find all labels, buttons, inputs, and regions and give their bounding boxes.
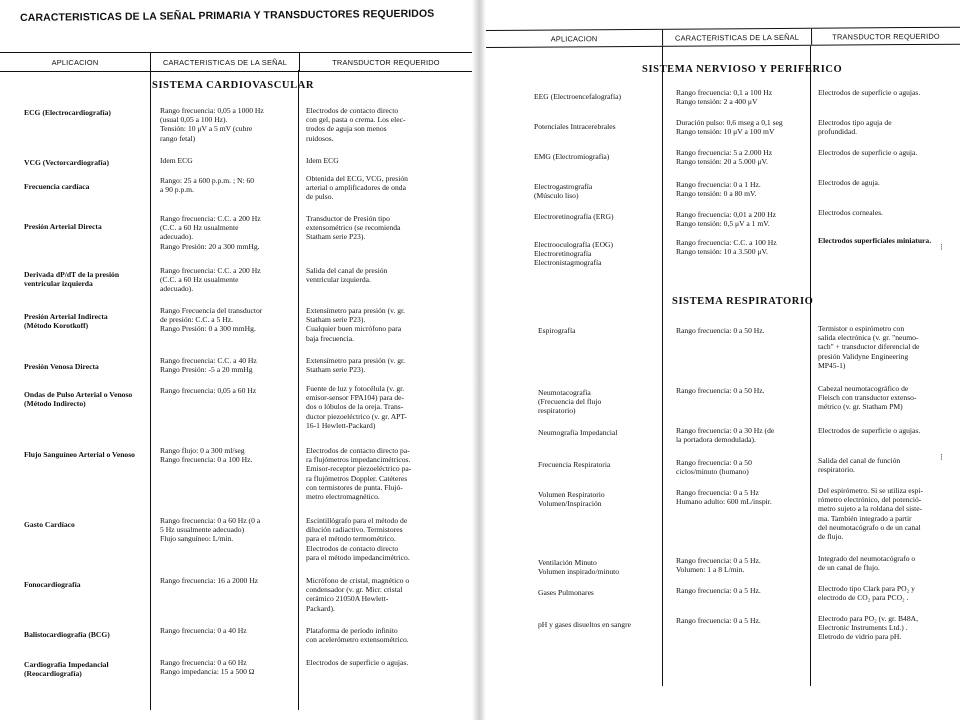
- column-divider: [662, 46, 663, 686]
- cell-signal: Rango frecuencia: 0 a 5 Hz. Volumen: 1 a 8 L/min.: [676, 556, 761, 575]
- cell-application: Neumotacografía (Frecuencia del flujo respiratorio): [538, 388, 602, 416]
- cell-application: Espirografía: [538, 326, 576, 335]
- cell-signal: Rango frecuencia: C.C. a 100 Hz Rango tensión: 10 a 3.500 μV.: [676, 238, 777, 257]
- cell-transducer: Electrodo tipo Clark para PO₂ y electrodo de CO₂ para PCO₂ .: [818, 584, 915, 603]
- cell-application: Potenciales Intracerebrales: [534, 122, 616, 131]
- cell-transducer: Cabezal neumotacográfico de Fleisch con transductor extenso- métrico (v. gr. Statham PM): [818, 384, 917, 412]
- cell-transducer: Electrodo para PO₂ (v. gr. B48A, Electronic Instruments Ltd.) . Eletrodo de vidrio para pH.: [818, 614, 919, 642]
- cell-transducer: Electrodos superficiales miniatura.: [818, 236, 932, 245]
- cell-transducer: Electrodos de contacto directo con gel, pasta o crema. Los elec- trodos de aguja son menos ruidosos.: [306, 106, 406, 143]
- cell-application: Neumografía Impedancial: [538, 428, 618, 437]
- cell-signal: Idem ECG: [160, 156, 193, 165]
- cell-transducer: Termistor o espirómetro con salida electrónica (v. gr. "neumo- tach" + transductor diferencial de presión Validyne Engineering MP45-1): [818, 324, 920, 370]
- column-divider: [150, 70, 151, 710]
- cell-signal: Rango frecuencia: 0 a 5 Hz.: [676, 586, 761, 595]
- cell-signal: Rango flujo: 0 a 300 ml/seg Rango frecuencia: 0 a 100 Hz.: [160, 446, 253, 465]
- column-divider: [810, 46, 811, 686]
- header-aplicacion: APLICACION: [51, 57, 99, 67]
- header-caracteristicas: CARACTERISTICAS DE LA SEÑAL: [150, 53, 299, 71]
- cell-signal: Rango frecuencia: 0,01 a 200 Hz Rango tensión: 0,5 μV a 1 mV.: [676, 210, 776, 229]
- cell-transducer: Extensímetro para presión (v. gr. Statham serie P23).: [306, 356, 406, 375]
- cell-transducer: Fuente de luz y fotocélula (v. gr. emisor-sensor FPA104) para de- dos o lóbulos de la oreja. Trans- ductor piezoeléctrico (v. gr. APT- 16-1 Hewlett-Packard): [306, 384, 407, 430]
- cell-signal: Rango frecuencia: 0 a 5 Hz.: [676, 616, 761, 625]
- cell-transducer: Obtenida del ECG, VCG, presión arterial o amplificadores de onda de pulso.: [306, 174, 408, 202]
- cell-application: Presión Arterial Directa: [24, 222, 102, 231]
- cell-transducer: Electrodos de contacto directo pa- ra flujómetros impedancimétricos. Emisor-receptor piezoeléctrico pa- ra flujómetros Doppler. Catéteres con termistores de punta. Flujó- metro electromagnético.: [306, 446, 412, 502]
- cell-signal: Rango frecuencia: 0 a 1 Hz. Rango tensión: 0 a 80 mV.: [676, 180, 761, 199]
- cell-signal: Rango frecuencia: 0,1 a 100 Hz Rango tensión: 2 a 400 μV: [676, 88, 773, 107]
- cell-transducer: Del espirómetro. Si se utiliza espi- rómetro electrónico, del potenció- metro sujeto a la roldana del siste- ma. También integrado a partir del neumotacógrafo o de un canal de flujo.: [818, 486, 924, 542]
- cell-application: Cardiografía Impedancial (Reocardiografía): [24, 660, 109, 679]
- cell-application: VCG (Vectorcardiografía): [24, 158, 109, 167]
- cell-transducer: Integrado del neumotacógrafo o de un canal de flujo.: [818, 554, 916, 573]
- cell-transducer: Salida del canal de presión ventricular izquierda.: [306, 266, 388, 285]
- cell-application: Electrooculografía (EOG) Electroretinografía Electronistagmografía: [534, 240, 614, 268]
- cell-application: Electroretinografía (ERG): [534, 212, 614, 221]
- cell-transducer: Electrodos de superficie o agujas.: [818, 88, 921, 97]
- section-respiratorio: SISTEMA RESPIRATORIO: [672, 296, 814, 307]
- cell-transducer: Electrodos de superficie o agujas.: [818, 426, 921, 435]
- cell-signal: Rango frecuencia: 0 a 50 ciclos/minuto (humano): [676, 458, 752, 477]
- cell-transducer: Plataforma de período infinito con acelerómetro extensométrico.: [306, 626, 409, 645]
- cell-signal: Rango frecuencia: 0 a 50 Hz.: [676, 386, 765, 395]
- cell-application: Presión Venosa Directa: [24, 362, 99, 371]
- cell-transducer: Idem ECG: [306, 156, 339, 165]
- cell-application: Gases Pulmonares: [538, 588, 594, 597]
- cell-application: Flujo Sanguíneo Arterial o Venoso: [24, 450, 135, 459]
- cell-application: Ventilación Minuto Volumen inspirado/minuto: [538, 558, 620, 577]
- cell-signal: Rango frecuencia: C.C. a 40 Hz Rango Presión: -5 a 20 mmHg: [160, 356, 257, 375]
- cell-transducer: Escintillógrafo para el método de dilución radiactivo. Termistores para el método termométrico. Electrodos de contacto directo para el método impedancimétrico.: [306, 516, 410, 562]
- cell-signal: Duración pulso: 0,6 mseg a 0,1 seg Rango tensión: 10 μV a 100 mV: [676, 118, 783, 137]
- cell-signal: Rango frecuencia: 0 a 5 Hz Humano adulto: 600 mL/inspir.: [676, 488, 772, 507]
- cell-signal: Rango frecuencia: 5 a 2.000 Hz Rango tensión: 20 a 5.000 μV.: [676, 148, 773, 167]
- cell-application: ECG (Electrocardiografía): [24, 108, 111, 117]
- cell-signal: Rango frecuencia: 0 a 60 Hz Rango impedancia: 15 a 500 Ω: [160, 658, 255, 677]
- cell-application: Ondas de Pulso Arterial o Venoso (Método Indirecto): [24, 390, 133, 409]
- header-transductor: TRANSDUCTOR REQUERIDO: [811, 28, 960, 45]
- cell-signal: Rango frecuencia: C.C. a 200 Hz (C.C. a 60 Hz usualmente adecuado). Rango Presión: 20 a 300 mmHg.: [160, 214, 261, 251]
- cell-application: Balistocardiografía (BCG): [24, 630, 110, 639]
- left-page: [0, 0, 472, 720]
- page-gutter: [472, 0, 486, 720]
- cell-application: Presión Arterial Indirecta (Método Korotkoff): [24, 312, 108, 331]
- cell-application: Electrogastrografía (Músculo liso): [534, 182, 593, 201]
- cell-signal: Rango frecuencia: 0,05 a 1000 Hz (usual 0,05 a 100 Hz). Tensión: 10 μV a 5 mV (cubre rango fetal): [160, 106, 264, 143]
- cell-signal: Rango frecuencia: C.C. a 200 Hz (C.C. a 60 Hz usualmente adecuado).: [160, 266, 261, 294]
- cell-application: Volumen Respiratorio Volumen/Inspiración: [538, 490, 605, 509]
- cell-signal: Rango frecuencia: 0 a 30 Hz (de la portadora demodulada).: [676, 426, 775, 445]
- cell-transducer: Extensímetro para presión (v. gr. Statham serie P23). Cualquier buen micrófono para baja frecuencia.: [306, 306, 406, 343]
- cell-transducer: Electrodos corneales.: [818, 208, 883, 217]
- cell-signal: Rango frecuencia: 0 a 50 Hz.: [676, 326, 765, 335]
- cell-transducer: Electrodos de superficie o agujas.: [306, 658, 409, 667]
- table-header-right: [486, 27, 960, 48]
- column-divider: [298, 70, 299, 710]
- margin-mark: ⁝: [940, 452, 943, 462]
- cell-application: Fonocardiografía: [24, 580, 81, 589]
- cell-transducer: Electrodos de superficie o aguja.: [818, 148, 918, 157]
- header-aplicacion: APLICACION: [550, 33, 598, 44]
- header-caracteristicas: CARACTERISTICAS DE LA SEÑAL: [662, 29, 811, 46]
- cell-application: EEG (Electroencefalografía): [534, 92, 622, 101]
- cell-signal: Rango: 25 a 600 p.p.m. ; N: 60 a 90 p.p.m.: [160, 176, 255, 195]
- cell-signal: Rango frecuencia: 0,05 a 60 Hz: [160, 386, 257, 395]
- cell-application: Gasto Cardíaco: [24, 520, 75, 529]
- cell-signal: Rango frecuencia: 16 a 2000 Hz: [160, 576, 259, 585]
- cell-transducer: Electrodos tipo aguja de profundidad.: [818, 118, 892, 137]
- margin-mark: ⁝: [940, 242, 943, 252]
- cell-signal: Rango frecuencia: 0 a 40 Hz: [160, 626, 247, 635]
- cell-transducer: Micrófono de cristal, magnético o condensador (v. gr. Micr. cristal cerámico 21050A Hewlett- Packard).: [306, 576, 410, 613]
- cell-application: EMG (Electromiografía): [534, 152, 610, 161]
- cell-application: pH y gases disueltos en sangre: [538, 620, 632, 629]
- cell-transducer: Electrodos de aguja.: [818, 178, 880, 187]
- cell-application: Frecuencia cardíaca: [24, 182, 90, 191]
- section-nervioso: SISTEMA NERVIOSO Y PERIFERICO: [642, 64, 843, 75]
- document-title: CARACTERISTICAS DE LA SEÑAL PRIMARIA Y TRANSDUCTORES REQUERIDOS: [20, 7, 435, 24]
- right-page: [486, 0, 960, 720]
- header-transductor: TRANSDUCTOR REQUERIDO: [299, 53, 472, 71]
- cell-signal: Rango frecuencia: 0 a 60 Hz (0 a 5 Hz usualmente adecuado) Flujo sanguíneo: L/min.: [160, 516, 261, 544]
- cell-application: Frecuencia Respiratoria: [538, 460, 611, 469]
- table-header-left: [0, 52, 472, 72]
- cell-transducer: Transductor de Presión tipo extensométrico (se recomienda Statham serie P23).: [306, 214, 401, 242]
- section-cardiovascular: SISTEMA CARDIOVASCULAR: [152, 80, 315, 91]
- cell-application: Derivada dP/dT de la presión ventricular izquierda: [24, 270, 120, 289]
- cell-transducer: Salida del canal de función respiratorio.: [818, 456, 901, 475]
- cell-signal: Rango Frecuencia del transductor de presión: C.C. a 5 Hz. Rango Presión: 0 a 300 mmHg.: [160, 306, 263, 334]
